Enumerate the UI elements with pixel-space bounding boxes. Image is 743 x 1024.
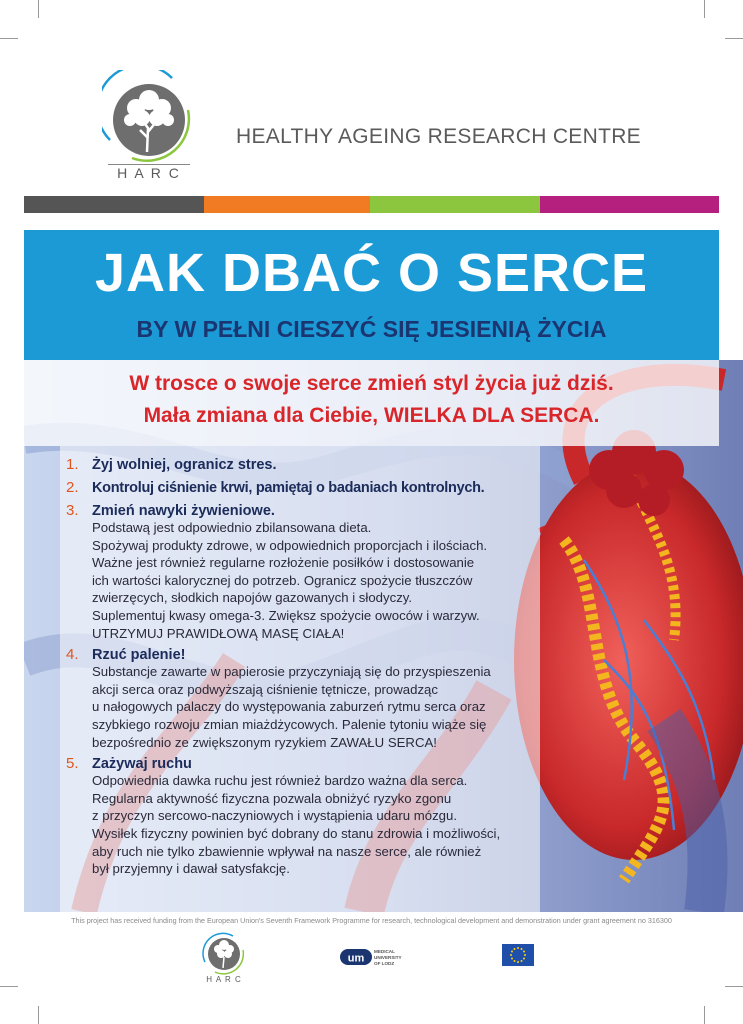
crop-mark: [38, 0, 39, 18]
footer-harc-logo: [199, 932, 249, 988]
medical-university-text: MEDICAL UNIVERSITY OF LODZ: [374, 949, 402, 966]
footer-harc-acronym: H A R C: [206, 975, 242, 984]
page-subtitle: BY W PEŁNI CIESZYĆ SIĘ JESIENIĄ ŻYCIA: [136, 316, 607, 342]
tree-icon: [199, 932, 249, 976]
crop-mark: [704, 0, 705, 18]
um-logo-icon: [340, 945, 374, 969]
intro-line-2: Mała zmiana dla Ciebie, WIELKA DLA SERCA.: [143, 404, 600, 427]
title-banner: [24, 230, 719, 360]
crop-mark: [0, 38, 18, 39]
item-number: 5.: [66, 755, 79, 773]
crop-mark: [704, 1006, 705, 1024]
stripe-orange: [204, 196, 370, 213]
intro-banner: [24, 360, 719, 446]
harc-logo: [102, 70, 196, 188]
list-item: [66, 755, 536, 878]
item-body: Odpowiednia dawka ruchu jest również bardzo ważna dla serca. Regularna aktywność fizyczna pozwala obniżyć ryzyko zgonu z przyczyn sercowo-naczyniowych i wystąpienia udaru mózgu. Wysiłek fizyczny powinien być dobrany do stanu zdrowia i możliwości, aby ruch nie tylko zbawiennie wpływał na nasze serce, ale również był przyjemny i dawał satysfakcję.: [92, 773, 501, 877]
item-heading: Zażywaj ruchu: [92, 756, 192, 773]
item-number: 3.: [66, 502, 79, 519]
color-stripe: [24, 196, 719, 213]
stripe-magenta: [540, 196, 719, 213]
crop-mark: [0, 986, 18, 987]
crop-mark: [38, 1006, 39, 1024]
intro-line-1: W trosce o swoje serce zmień styl życia już dziś.: [129, 372, 614, 395]
item-heading: Rzuć palenie!: [92, 647, 186, 664]
list-item: [66, 646, 536, 751]
item-number: 2.: [66, 479, 79, 496]
item-number: 1.: [66, 456, 79, 473]
item-number: 4.: [66, 646, 79, 664]
page-title: JAK DBAĆ O SERCE: [94, 243, 649, 303]
svg-text:um: um: [347, 952, 365, 965]
crop-mark: [725, 986, 743, 987]
funding-note: This project has received funding from the European Union's Seventh Framework Programme for research, technological development and demonstration under grant agreement no 316300: [71, 916, 672, 925]
crop-mark: [725, 38, 743, 39]
harc-acronym: H A R C: [117, 165, 181, 181]
list-item: [66, 456, 536, 473]
centre-name: HEALTHY AGEING RESEARCH CENTRE: [236, 125, 641, 148]
stripe-green: [370, 196, 540, 213]
item-body: Substancje zawarte w papierosie przyczyniają się do przyspieszenia akcji serca oraz podwyższają ciśnienie tętnicze, prowadząc u nałogowych palaczy do występowania zaburzeń rytmu serca oraz szybkiego rozwoju zmian miażdżycowych. Palenie tytoniu wiąże się bezpośrednio ze zwiększonym ryzykiem ZAWAŁU SERCA!: [92, 664, 491, 750]
item-heading: Zmień nawyki żywieniowe.: [92, 503, 275, 519]
list-item: [66, 479, 536, 496]
item-heading: Żyj wolniej, ogranicz stres.: [92, 457, 277, 473]
eu-flag-icon: [502, 944, 534, 966]
item-heading: Kontroluj ciśnienie krwi, pamiętaj o badaniach kontrolnych.: [92, 480, 485, 496]
item-body: Podstawą jest odpowiednio zbilansowana dieta. Spożywaj produkty zdrowe, w odpowiednich proporcjach i ilościach. Ważne jest również regularne rozłożenie posiłków i dostosowanie ich wartości kalorycznej do potrzeb. Ogranicz spożycie tłuszczów zwierzęcych, słodkich napojów gazowanych i słodyczy. Suplementuj kwasy omega-3. Zwiększ spożycie owoców i warzyw. UTRZYMUJ PRAWIDŁOWĄ MASĘ CIAŁA!: [92, 520, 488, 641]
list-item: [66, 502, 536, 642]
stripe-gray: [24, 196, 204, 213]
advice-list: [66, 452, 536, 878]
